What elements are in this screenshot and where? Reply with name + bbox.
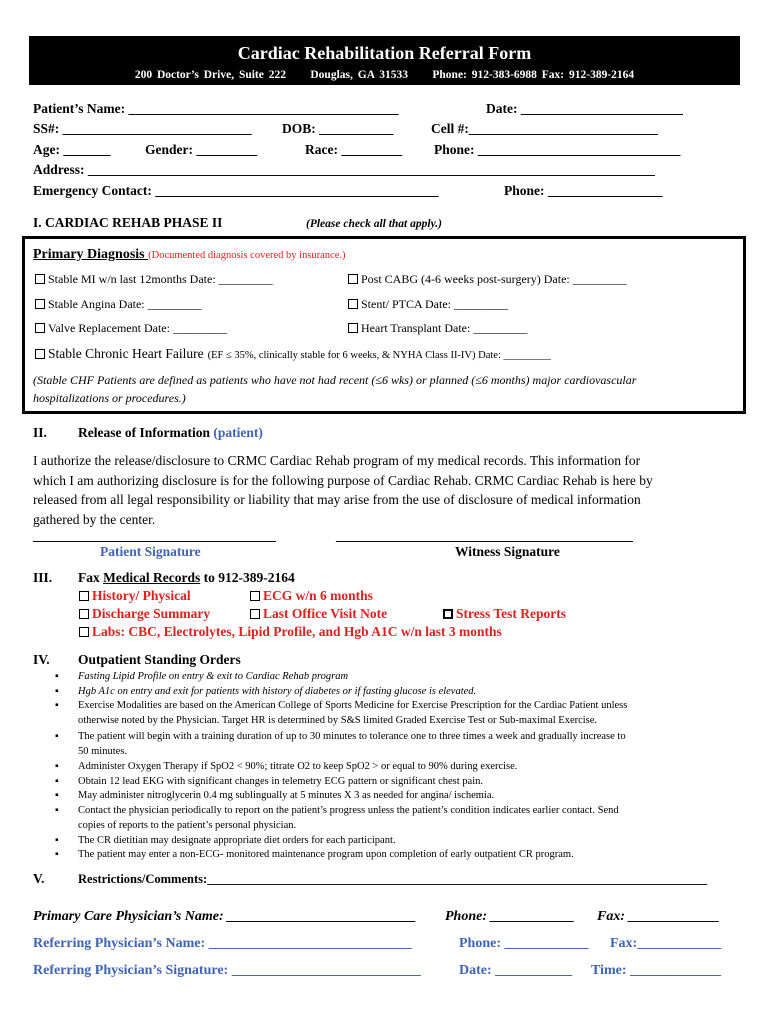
chf-definition-2: hospitalizations or procedures.) [33,391,186,405]
city: Douglas, GA 31533 [310,69,408,81]
list-item: ▪ Hgb A1c on entry and exit for patients with history of diabetes or if fasting glucose is elevated. [55,686,477,697]
checkbox-heart-transplant[interactable]: Heart Transplant Date: _________ [348,321,527,336]
chf-definition: (Stable CHF Patients are defined as patients who have not had recent (≤6 wks) or planned (≤6 months) major cardiovascular [33,373,637,387]
list-item: ▪ May administer nitroglycerin 0.4 mg sublingually at 5 minutes X 3 as needed for angina/ ischemia. [55,790,495,801]
contact-info [29,69,740,81]
checkbox-discharge-summary[interactable]: Discharge Summary [79,606,210,622]
race-field[interactable]: Race: _________ [305,142,403,157]
checkbox-icon[interactable] [348,274,358,284]
primary-diagnosis-title [33,245,346,263]
section-2-number: II. [33,425,47,440]
form-header [29,36,740,85]
primary-diagnosis-label: Primary Diagnosis [33,247,149,262]
checkbox-icon[interactable] [35,274,45,284]
checkbox-post-cabg[interactable]: Post CABG (4-6 weeks post-surgery) Date: _________ [348,272,627,287]
checkbox-valve-replacement[interactable]: Valve Replacement Date: _________ [35,321,227,336]
list-item: ▪ Exercise Modalities are based on the American College of Sports Medicine for Exercise Prescription for the Cardiac Patient unless [55,700,628,711]
section-3-heading: Fax Medical Records to 912-389-2164 [78,570,295,585]
checkbox-icon[interactable] [443,609,453,619]
section-1-heading: I. CARDIAC REHAB PHASE II [33,215,223,230]
patient-signature-line[interactable]: ____________________________________ [33,528,276,543]
checkbox-icon[interactable] [35,299,45,309]
referring-name-field[interactable]: Referring Physician’s Name: _____________________________ [33,936,412,951]
cell-field[interactable]: Cell #:____________________________ [431,121,658,136]
checkbox-icon[interactable] [35,323,45,333]
referring-time-field[interactable]: Time: _____________ [591,963,722,978]
checkbox-stable-mi[interactable]: Stable MI w/n last 12months Date: _________ [35,272,273,287]
patient-signature-label: Patient Signature [100,544,201,559]
section-4-number: IV. [33,652,50,667]
dob-field[interactable]: DOB: ___________ [282,121,394,136]
checkbox-last-office-visit[interactable]: Last Office Visit Note [250,606,387,622]
list-item-cont: copies of reports to the patient’s personal physician. [78,820,297,831]
checkbox-icon[interactable] [348,323,358,333]
address: 200 Doctor’s Drive, Suite 222 [134,69,286,81]
patient-name-field[interactable]: Patient’s Name: ________________________________________ [33,101,399,116]
gender-field[interactable]: Gender: _________ [145,142,258,157]
list-item: ▪ The patient may enter a non-ECG- monitored maintenance program upon completion of early outpatient CR program. [55,849,574,860]
emergency-contact-field[interactable]: Emergency Contact: __________________________________________ [33,183,439,198]
section-2-heading: Release of Information (patient) [78,425,263,440]
list-item: ▪ The patient will begin with a training duration of up to 30 minutes to tolerance one to three times a week and gradually increase to [55,731,626,742]
section-4-heading: Outpatient Standing Orders [78,652,241,667]
ssn-field[interactable]: SS#: ____________________________ [33,121,252,136]
age-field[interactable]: Age: _______ [33,142,111,157]
section-1-note: (Please check all that apply.) [306,218,442,230]
checkbox-icon[interactable] [348,299,358,309]
checkbox-history-physical[interactable]: History/ Physical [79,588,191,604]
list-item: ▪ Administer Oxygen Therapy if SpO2 < 90%; titrate O2 to keep SpO2 > or equal to 90% during exercise. [55,761,518,772]
checkbox-stable-chf[interactable]: Stable Chronic Heart Failure (EF ≤ 35%, clinically stable for 6 weeks, & NYHA Class II-IV) Date: _________ [35,345,551,363]
pcp-fax-field[interactable]: Fax: _____________ [597,909,720,924]
referring-date-field[interactable]: Date: ___________ [459,963,573,978]
checkbox-icon[interactable] [79,609,89,619]
list-item: ▪ The CR dietitian may designate appropriate diet orders for each participant. [55,835,396,846]
checkbox-icon[interactable] [250,591,260,601]
checkbox-icon[interactable] [35,349,45,359]
witness-signature-label: Witness Signature [455,544,560,559]
checkbox-ecg[interactable]: ECG w/n 6 months [250,588,373,604]
pcp-phone-field[interactable]: Phone: ____________ [445,909,575,924]
checkbox-stress-test[interactable]: Stress Test Reports [443,606,566,622]
checkbox-icon[interactable] [79,627,89,637]
list-item: ▪ Obtain 12 lead EKG with significant changes in telemetry ECG pattern or significant chest pain. [55,776,484,787]
checkbox-stent-ptca[interactable]: Stent/ PTCA Date: _________ [348,297,508,312]
section-3-number: III. [33,570,53,585]
pcp-name-field[interactable]: Primary Care Physician’s Name: ___________________________ [33,909,417,924]
checkbox-icon[interactable] [79,591,89,601]
witness-signature-line[interactable]: ____________________________________________ [336,528,633,543]
list-item-cont: otherwise noted by the Physician. Target HR is determined by S&S limited Graded Exercise Test or Sub-maximal Exercise. [78,715,598,726]
primary-diagnosis-note: (Documented diagnosis covered by insurance.) [148,250,346,261]
checkbox-stable-angina[interactable]: Stable Angina Date: _________ [35,297,202,312]
release-authorization-text: I authorize the release/disclosure to CRMC Cardiac Rehab program of my medical records. This information for which I am authorizing disclosure is for the following purpose of Cardiac Rehab. CRMC Cardiac Rehab is here by released from all legal responsibility or liability that may arise from the use of disclosure of medical information gathered by the center. [33,453,653,527]
date-field[interactable]: Date: ________________________ [486,101,683,116]
address-field[interactable]: Address: ____________________________________________________________________________________ [33,162,655,177]
checkbox-icon[interactable] [250,609,260,619]
checkbox-labs[interactable]: Labs: CBC, Electrolytes, Lipid Profile, and Hgb A1C w/n last 3 months [79,624,502,640]
referring-fax-field[interactable]: Fax:____________ [610,936,722,951]
list-item: ▪ Contact the physician periodically to report on the patient’s progress unless the patient’s condition indicates earlier contact. Send [55,805,619,816]
referring-signature-field[interactable]: Referring Physician’s Signature: ___________________________ [33,963,421,978]
referring-phone-field[interactable]: Phone: ____________ [459,936,589,951]
emergency-phone-field[interactable]: Phone: _________________ [504,183,663,198]
list-item: ▪ Fasting Lipid Profile on entry & exit to Cardiac Rehab program [55,671,349,682]
form-title: Cardiac Rehabilitation Referral Form [237,43,532,63]
phone-fax: Phone: 912-383-6988 Fax: 912-389-2164 [432,69,635,81]
restrictions-comments-field[interactable]: Restrictions/Comments:________________________________________________________________________________ [78,872,708,886]
phone-field[interactable]: Phone: ______________________________ [434,142,681,157]
section-5-number: V. [33,871,45,886]
list-item-cont: 50 minutes. [78,746,127,757]
